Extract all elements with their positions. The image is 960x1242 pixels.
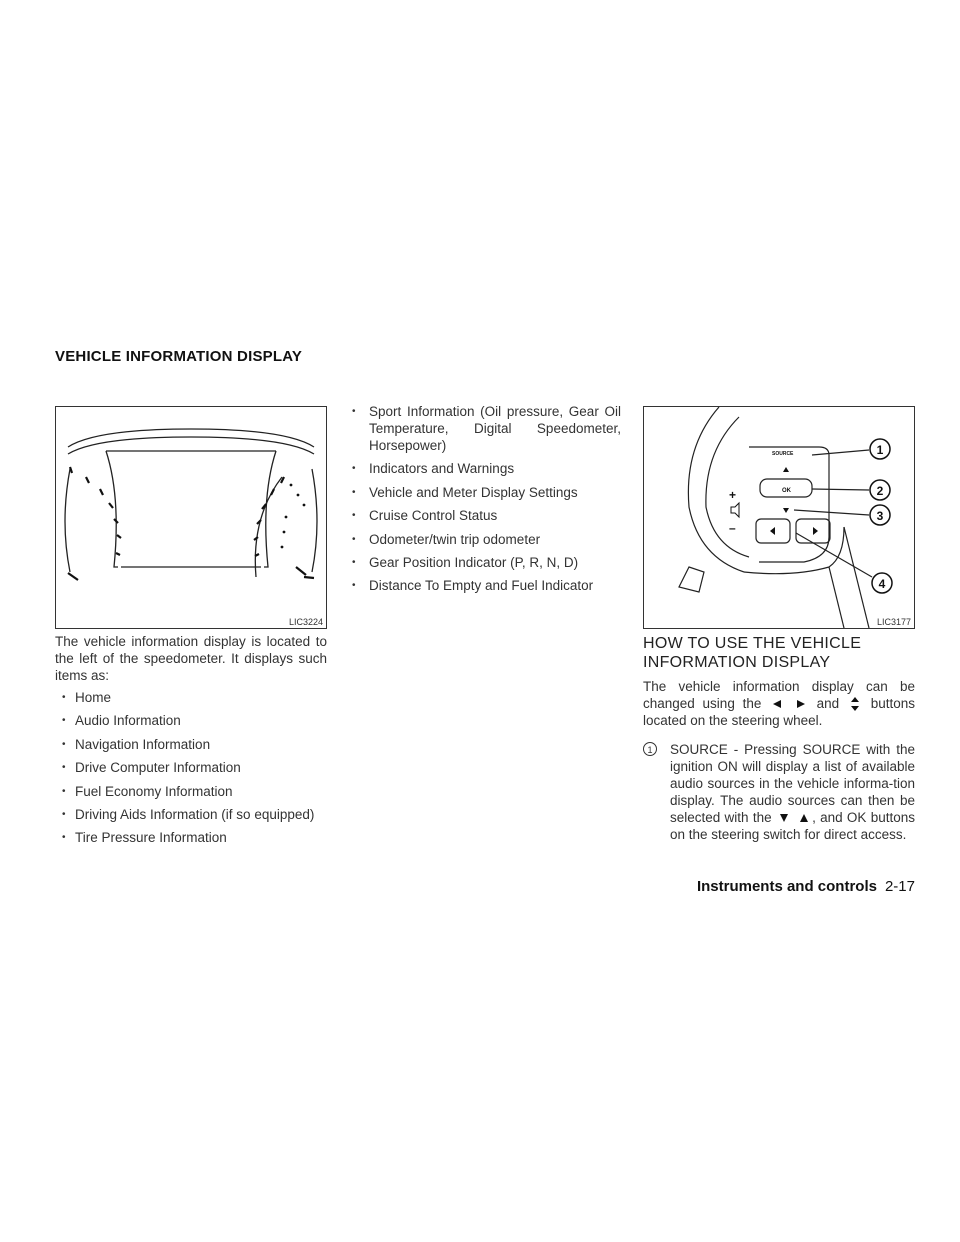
list-item: • Fuel Economy Information	[55, 783, 330, 800]
steering-switch-illustration	[644, 407, 914, 628]
left-triangle-icon	[772, 699, 782, 709]
callout-2-label: 2	[876, 484, 884, 498]
list-item: • Indicators and Warnings	[349, 460, 621, 477]
list-item: • Tire Pressure Information	[55, 829, 330, 846]
figure-label: LIC3177	[876, 617, 911, 627]
callout-4-label: 4	[878, 577, 886, 591]
section-title: VEHICLE INFORMATION DISPLAY	[55, 348, 303, 365]
cluster-illustration	[56, 407, 326, 628]
speaker-icon	[731, 503, 739, 517]
figure-label: LIC3224	[288, 617, 323, 627]
chapter-name: Instruments and controls	[696, 878, 877, 895]
step-1	[643, 741, 915, 843]
step-text-b: , and OK buttons on the steering switch for direct access.	[670, 810, 915, 842]
usage-paragraph	[643, 678, 915, 729]
minus-label: –	[729, 521, 736, 535]
list-item: • Cruise Control Status	[349, 507, 621, 524]
items-list-right	[349, 403, 621, 601]
step-text-a: SOURCE - Pressing SOURCE with the ignition ON will display a list of available audio sources in the vehicle informa-tion display. The audio sources can then be selected with the	[670, 742, 915, 825]
right-arrow-icon	[813, 527, 818, 535]
list-item: • Navigation Information	[55, 736, 330, 753]
ok-button-label: OK	[782, 488, 791, 494]
callout-1-label: 1	[876, 443, 884, 457]
subsection-heading: HOW TO USE THE VEHICLE INFORMATION DISPLAY	[643, 635, 862, 671]
list-item: • Drive Computer Information	[55, 759, 330, 776]
list-item: • Driving Aids Information (if so equipped)	[55, 806, 330, 823]
down-triangle-icon	[779, 813, 789, 823]
down-arrow-icon	[783, 508, 789, 513]
list-item: • Home	[55, 689, 330, 706]
list-item: • Audio Information	[55, 712, 330, 729]
source-button-label: SOURCE	[772, 451, 794, 457]
list-item: • Sport Information (Oil pressure, Gear Oil Temperature, Digital Speedometer, Horsepower)	[349, 403, 621, 454]
usage-and: and	[816, 696, 840, 711]
cluster-figure	[55, 406, 327, 629]
list-item: • Vehicle and Meter Display Settings	[349, 484, 621, 501]
page-number: 2-17	[884, 878, 915, 895]
left-arrow-icon	[770, 527, 775, 535]
page-footer	[697, 878, 915, 895]
plus-label: +	[729, 488, 737, 502]
list-item: • Odometer/twin trip odometer	[349, 531, 621, 548]
intro-paragraph: The vehicle information display is located to the left of the speedometer. It displays such items as:	[55, 634, 327, 683]
list-item: • Gear Position Indicator (P, R, N, D)	[349, 554, 621, 571]
list-item: • Distance To Empty and Fuel Indicator	[349, 577, 621, 594]
step-text	[670, 741, 915, 843]
items-list-left	[55, 689, 330, 853]
usage-suffix: buttons located on the steering wheel.	[643, 696, 915, 728]
up-triangle-icon	[799, 813, 809, 823]
up-arrow-icon	[783, 467, 789, 472]
right-triangle-icon	[796, 699, 806, 709]
callout-3-label: 3	[876, 509, 884, 523]
usage-prefix: The vehicle information display can be changed using the	[643, 679, 915, 711]
step-number-badge: 1	[643, 742, 657, 756]
steering-switch-figure	[643, 406, 915, 629]
up-down-triangle-icon	[850, 697, 860, 711]
